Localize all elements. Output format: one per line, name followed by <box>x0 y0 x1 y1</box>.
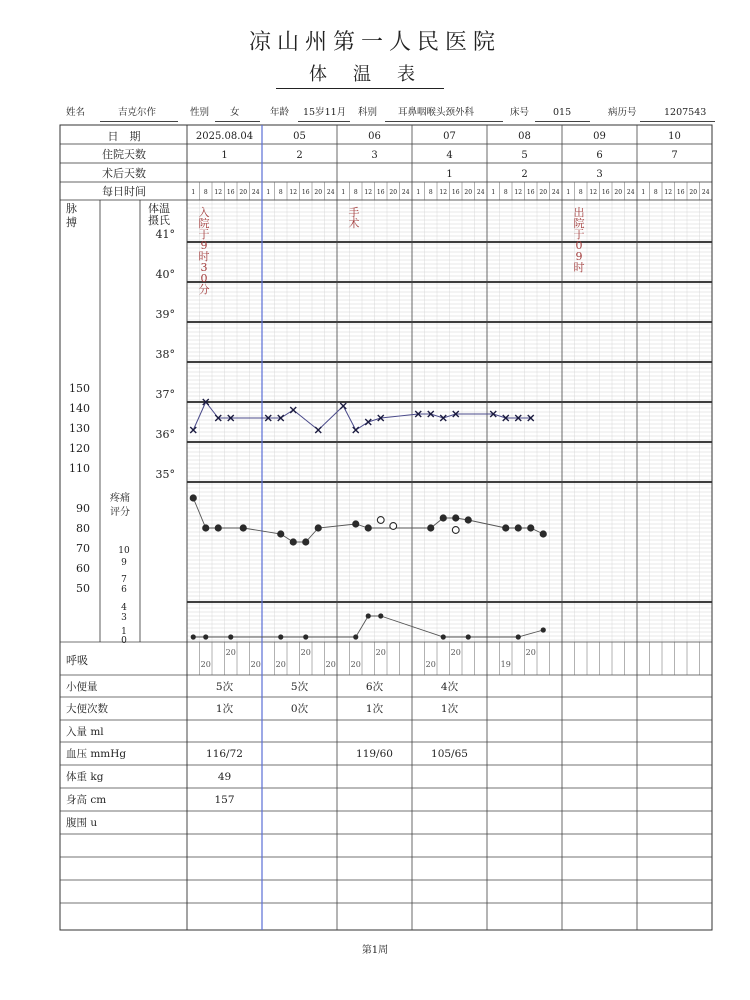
respiration-value: 20 <box>425 660 436 669</box>
hour-cell: 8 <box>428 189 433 196</box>
hour-cell: 24 <box>476 189 485 196</box>
event-annotation: 出 <box>573 206 585 219</box>
temp-tick: 39° <box>155 308 175 321</box>
pulse-label: 搏 <box>66 216 77 229</box>
pulse-open-point <box>377 517 384 524</box>
sex-label: 性别 <box>190 107 210 118</box>
hour-cell: 1 <box>266 189 271 196</box>
pain-tick: 3 <box>121 613 127 623</box>
hour-cell: 16 <box>376 189 385 196</box>
hour-cell: 12 <box>589 189 598 196</box>
hour-cell: 8 <box>353 189 358 196</box>
event-annotation: 手 <box>348 206 360 219</box>
hosp-days-row-label: 住院天数 <box>102 148 146 161</box>
bottom-row-label: 身高 cm <box>66 794 107 806</box>
pulse-point <box>515 524 522 531</box>
bottom-row-value: 6次 <box>365 681 384 693</box>
respiration-value: 20 <box>250 660 261 669</box>
event-annotation: 于 <box>573 228 585 241</box>
event-annotation: 0 <box>575 239 583 252</box>
hour-cell: 16 <box>601 189 610 196</box>
respiration-value: 20 <box>225 648 236 657</box>
hospital-title: 凉山州第一人民医院 <box>248 30 501 55</box>
date-cell: 07 <box>443 131 456 142</box>
pulse-point <box>452 514 459 521</box>
bottom-row-value: 5次 <box>215 681 234 693</box>
bottom-row-label: 小便量 <box>66 681 98 693</box>
pain-tick: 0 <box>121 636 127 646</box>
pulse-point <box>427 524 434 531</box>
temp-label: 体温 <box>148 202 170 215</box>
event-annotation: 0 <box>200 272 208 285</box>
bottom-row-value: 0次 <box>290 703 309 715</box>
hour-cell: 8 <box>653 189 658 196</box>
patient-record: 1207543 <box>664 107 707 118</box>
pulse-tick: 130 <box>69 422 90 435</box>
hour-cell: 8 <box>203 189 208 196</box>
form-title: 体温表 <box>309 64 441 85</box>
date-cell: 2025.08.04 <box>195 131 254 142</box>
patient-bed: 015 <box>553 107 572 118</box>
respiration-value: 19 <box>500 660 511 669</box>
hour-cell: 24 <box>326 189 335 196</box>
bottom-row-value: 5次 <box>290 681 309 693</box>
bottom-row-value: 4次 <box>440 681 459 693</box>
hour-cell: 8 <box>503 189 508 196</box>
hour-cell: 1 <box>641 189 646 196</box>
pain-point <box>516 634 521 639</box>
bottom-row-value: 1次 <box>365 703 384 715</box>
page-footer: 第1周 <box>361 945 389 956</box>
postop-day-cell: 2 <box>521 169 528 180</box>
pulse-point <box>365 524 372 531</box>
bed-label: 床号 <box>510 107 530 118</box>
event-annotation: 入 <box>198 206 210 219</box>
pulse-tick: 140 <box>69 402 90 415</box>
bottom-row-value: 119/60 <box>356 748 393 760</box>
hour-cell: 12 <box>214 189 223 196</box>
pain-point <box>228 634 233 639</box>
pain-point <box>378 613 383 618</box>
temp-tick: 38° <box>155 348 175 361</box>
pain-line <box>193 616 543 637</box>
date-cell: 09 <box>593 131 606 142</box>
pulse-label: 脉 <box>66 202 77 215</box>
pain-tick: 1 <box>121 627 127 637</box>
patient-dept: 耳鼻咽喉头颈外科 <box>398 107 475 118</box>
patient-name: 吉克尔作 <box>118 107 157 118</box>
hour-cell: 1 <box>191 189 196 196</box>
hour-cell: 1 <box>341 189 346 196</box>
pain-point <box>366 613 371 618</box>
pulse-point <box>290 538 297 545</box>
pain-point <box>541 627 546 632</box>
pulse-tick: 70 <box>76 542 90 555</box>
pulse-point <box>202 524 209 531</box>
pulse-point <box>465 516 472 523</box>
hour-cell: 20 <box>689 189 698 196</box>
bottom-row-value: 157 <box>214 794 235 806</box>
event-annotation: 9 <box>200 239 208 252</box>
pain-point <box>466 634 471 639</box>
respiration-value: 20 <box>325 660 336 669</box>
pain-tick: 4 <box>121 603 127 613</box>
hosp-day-cell: 2 <box>296 150 303 161</box>
hour-cell: 12 <box>439 189 448 196</box>
event-annotation: 院 <box>573 217 585 230</box>
event-annotation: 分 <box>198 283 210 296</box>
pulse-tick: 150 <box>69 382 90 395</box>
hour-cell: 20 <box>539 189 548 196</box>
hosp-day-cell: 6 <box>596 150 603 161</box>
hosp-day-cell: 5 <box>521 150 528 161</box>
event-annotation: 9 <box>575 250 583 263</box>
hosp-day-cell: 4 <box>446 150 453 161</box>
pain-point <box>191 634 196 639</box>
pulse-point <box>440 514 447 521</box>
hour-cell: 16 <box>451 189 460 196</box>
hour-cell: 16 <box>676 189 685 196</box>
hosp-day-cell: 7 <box>671 150 678 161</box>
respiration-value: 20 <box>450 648 461 657</box>
temp-tick: 36° <box>155 428 175 441</box>
pulse-point <box>352 520 359 527</box>
hour-cell: 12 <box>364 189 373 196</box>
pulse-point <box>527 524 534 531</box>
pain-tick: 10 <box>118 546 130 556</box>
name-label: 姓名 <box>66 107 86 118</box>
bottom-row-value: 1次 <box>215 703 234 715</box>
pulse-tick: 120 <box>69 442 90 455</box>
pulse-point <box>315 524 322 531</box>
hour-cell: 20 <box>389 189 398 196</box>
hour-cell: 1 <box>416 189 421 196</box>
pulse-point <box>502 524 509 531</box>
dept-label: 科别 <box>358 107 378 118</box>
pulse-tick: 80 <box>76 522 90 535</box>
event-annotation: 3 <box>200 261 208 274</box>
hour-cell: 12 <box>514 189 523 196</box>
patient-sex: 女 <box>230 107 240 118</box>
postop-day-cell: 3 <box>596 169 603 180</box>
temp-tick: 35° <box>155 468 175 481</box>
event-annotation: 时 <box>573 261 585 274</box>
pulse-open-point <box>390 523 397 530</box>
event-annotation: 于 <box>198 228 210 241</box>
temp-tick: 40° <box>155 268 175 281</box>
record-label: 病历号 <box>608 107 637 118</box>
bottom-row-value: 1次 <box>440 703 459 715</box>
pulse-tick: 50 <box>76 582 90 595</box>
pain-point <box>278 634 283 639</box>
hour-cell: 16 <box>526 189 535 196</box>
bottom-row-label: 大便次数 <box>66 703 108 715</box>
bottom-row-value: 116/72 <box>206 748 243 760</box>
hour-cell: 8 <box>578 189 583 196</box>
pulse-tick: 60 <box>76 562 90 575</box>
hour-cell: 1 <box>566 189 571 196</box>
hour-cell: 20 <box>614 189 623 196</box>
bottom-row-label: 腹围 u <box>66 817 98 829</box>
pain-point <box>441 634 446 639</box>
postop-days-row-label: 术后天数 <box>102 167 146 180</box>
hour-cell: 24 <box>626 189 635 196</box>
event-annotation: 术 <box>348 217 360 230</box>
hour-cell: 12 <box>664 189 673 196</box>
pain-tick: 7 <box>121 575 127 585</box>
event-annotation: 时 <box>198 250 210 263</box>
hour-cell: 1 <box>491 189 496 196</box>
bottom-row-label: 入量 ml <box>66 726 104 738</box>
bottom-row-value: 105/65 <box>431 748 468 760</box>
respiration-label: 呼吸 <box>66 654 88 667</box>
pulse-tick: 110 <box>69 462 90 475</box>
hosp-day-cell: 3 <box>371 150 378 161</box>
respiration-value: 20 <box>375 648 386 657</box>
pain-point <box>203 634 208 639</box>
pain-label: 疼痛 <box>110 493 130 504</box>
pain-label: 评分 <box>110 507 130 518</box>
pain-point <box>353 634 358 639</box>
sheet-frame <box>60 125 712 930</box>
pain-tick: 6 <box>121 585 127 595</box>
hour-cell: 20 <box>314 189 323 196</box>
bottom-row-value: 49 <box>217 771 232 783</box>
pulse-open-point <box>452 527 459 534</box>
pulse-point <box>277 530 284 537</box>
hour-cell: 20 <box>464 189 473 196</box>
pulse-tick: 90 <box>76 502 90 515</box>
respiration-value: 20 <box>525 648 536 657</box>
hour-cell: 16 <box>226 189 235 196</box>
date-cell: 10 <box>668 131 681 142</box>
temp-tick: 41° <box>155 228 175 241</box>
hours-row-label: 每日时间 <box>102 185 146 198</box>
pulse-point <box>540 530 547 537</box>
date-row-label: 日 期 <box>107 130 141 143</box>
hour-cell: 8 <box>278 189 283 196</box>
age-label: 年龄 <box>270 107 290 118</box>
pain-tick: 9 <box>121 558 127 568</box>
pulse-point <box>240 524 247 531</box>
postop-day-cell: 1 <box>446 169 453 180</box>
event-annotation: 院 <box>198 217 210 230</box>
hour-cell: 24 <box>401 189 410 196</box>
patient-age: 15岁11月 <box>303 107 347 118</box>
hour-cell: 20 <box>239 189 248 196</box>
pulse-point <box>215 524 222 531</box>
hour-cell: 24 <box>251 189 260 196</box>
date-cell: 05 <box>293 131 306 142</box>
respiration-value: 20 <box>300 648 311 657</box>
pulse-point <box>190 494 197 501</box>
date-cell: 06 <box>368 131 381 142</box>
date-cell: 08 <box>518 131 531 142</box>
bottom-row-label: 体重 kg <box>66 771 104 783</box>
respiration-value: 20 <box>350 660 361 669</box>
hour-cell: 16 <box>301 189 310 196</box>
bottom-row-label: 血压 mmHg <box>66 748 127 760</box>
hour-cell: 24 <box>701 189 710 196</box>
temp-tick: 37° <box>155 388 175 401</box>
temp-unit-label: 摄氏 <box>148 214 170 227</box>
hosp-day-cell: 1 <box>221 150 228 161</box>
respiration-value: 20 <box>275 660 286 669</box>
pulse-point <box>302 538 309 545</box>
hour-cell: 12 <box>289 189 298 196</box>
hour-cell: 24 <box>551 189 560 196</box>
respiration-value: 20 <box>200 660 211 669</box>
pain-point <box>303 634 308 639</box>
